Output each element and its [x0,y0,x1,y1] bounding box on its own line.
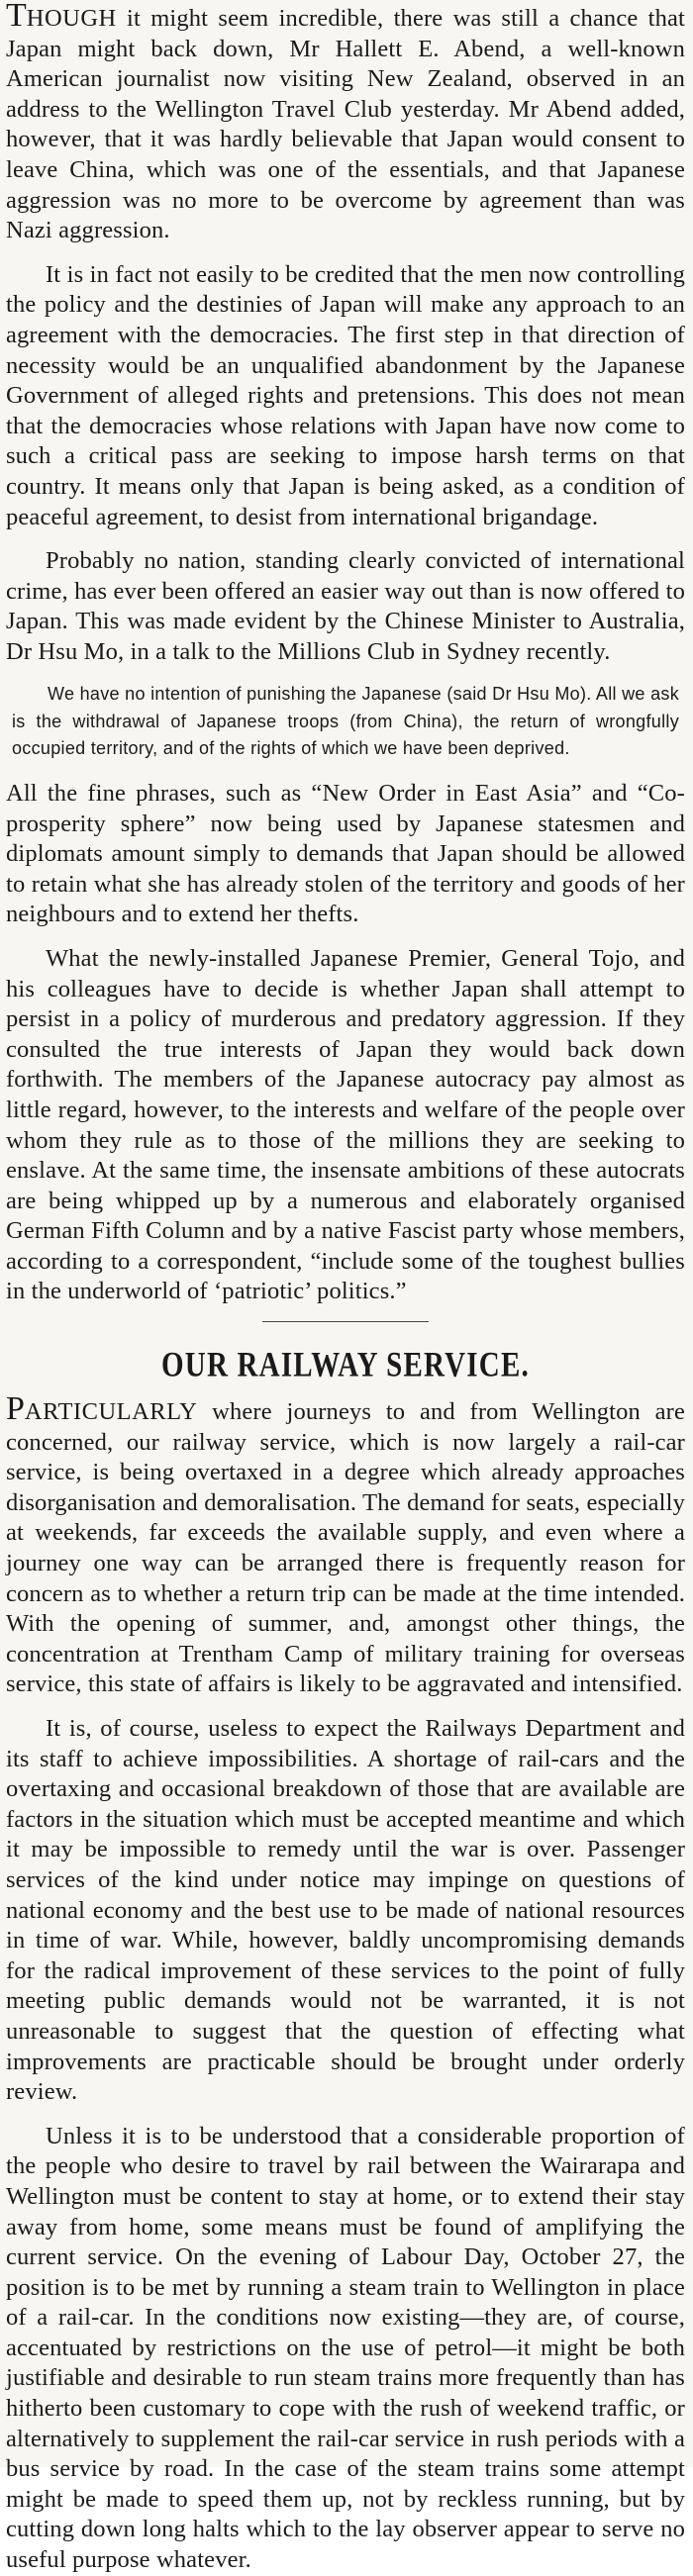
article-japan-paragraph-4: All the fine phrases, such as “New Order in East Asia” and “Co-prosperity sphere” now being used by Japanese statesmen and diplomats amount simply to demands that Japan should be allowed to retain what she has already stolen of the territory and goods of her neighbours and to extend her thefts. [6,779,685,928]
article-japan-paragraph-2: It is in fact not easily to be credited that the men now controlling the policy and the destinies of Japan will make any approach to an agreement with the democracies. The first step in that direction of necessity would be an unqualified abandonment by the Japanese Government of alleged rights and pretensions. This does not mean that the democracies whose relations with Japan have now come to such a critical pass are seeking to impose harsh terms on that country. It means only that Japan is being asked, as a condition of peaceful agreement, to desist from international brigandage. [6,260,685,530]
drop-cap: P [6,1390,25,1428]
section-divider [262,1321,429,1322]
article-railway-paragraph-3: Unless it is to be understood that a considerable proportion of the people who desire to travel by rail between the Wairarapa and Wellington must be content to stay at home, or to extend their stay away from home, some means must be found of amplifying the current service. On the evening of Labour Day, October 27, the position is to be met by running a steam train to Wellington in place of a rail-car. In the conditions now existing—they are, of course, accentuated by restrictions on the use of petrol—it might be both justifiable and desirable to run steam trains more frequently than has hitherto been customary to cope with the rush of weekend traffic, or alternatively to supplement the rail-car service in rush periods with a bus service by road. In the case of the steam trains some attempt might be made to speed them up, not by reckless running, but by cutting down long halts which to the lay observer appear to serve no useful purpose whatever. [6,2122,685,2574]
article-japan-paragraph-3: Probably no nation, standing clearly convicted of international crime, has ever been offered an easier way out than is now offered to Japan. This was made evident by the Chinese Minister to Australia, Dr Hsu Mo, in a talk to the Millions Club in Sydney recently. [6,547,685,665]
block-quote: We have no intention of punishing the Japanese (said Dr Hsu Mo). All we ask is the withdrawal of Japanese troops (from China), the return of wrongfully occupied territory, and of the rights of which we have been deprived. [12,684,679,759]
lead-text: where journeys to and from Wellington are concerned, our railway service, which is now largely a rail-car service, is being overtaxed in a degree which already approaches disorganisation and demoralisation. The demand for seats, especially at weekends, far exceeds the available supply, and even where a journey one way can be arranged there is frequently reason for concern as to whether a return trip can be made at the time intended. With the opening of summer, and, amongst other things, the concentration at Trentham Camp of military training for overseas service, this state of affairs is likely to be aggravated and intensified. [6,1398,685,1698]
article-japan-paragraph-5: What the newly-installed Japanese Premier, General Tojo, and his colleagues have to decide is whether Japan shall attempt to persist in a policy of murderous and predatory aggression. If they consulted the true interests of Japan they would back down forthwith. The members of the Japanese autocracy pay almost as little regard, however, to the interests and welfare of the people over whom they rule as to those of the millions they are seeking to enslave. At the same time, the insensate ambitions of these autocrats are being whipped up by a numerous and elaborately organised German Fifth Column and by a native Fascist party whose members, according to a correspondent, “include some of the toughest bullies in the underworld of ‘patriotic’ politics.” [6,944,685,1305]
article-japan [6,0,685,1307]
article-heading: OUR RAILWAY SERVICE. [161,1345,530,1385]
article-railway-lead-paragraph [6,1390,685,1700]
article-railway [6,1345,685,2576]
lead-smallcaps: HOUGH [26,5,117,32]
lead-text: it might seem incredible, there was still a chance that Japan might back down, Mr Hallett E. Abend, a well-known American journalist now visiting New Zealand, observed in an address to the Wellington Travel Club yesterday. Mr Abend added, however, that it was hardly believable that Japan would consent to leave China, which was one of the essentials, and that Japanese aggression was no more to be overcome by agreement than was Nazi aggression. [6,5,685,244]
drop-cap: T [6,0,27,34]
article-japan-lead-paragraph [6,0,685,246]
lead-smallcaps: ARTICULARLY [24,1398,198,1426]
article-railway-paragraph-2: It is, of course, useless to expect the Railways Department and its staff to achieve impossibilities. A shortage of rail-cars and the overtaxing and occasional breakdown of those that are available are factors in the situation which must be accepted meantime and which it may be impossible to remedy until the war is over. Passenger services of the kind under notice may impinge on questions of national economy and the best use to be made of national resources in time of war. While, however, baldly uncompromising demands for the radical improvement of these services to the point of fully meeting public demands would not be warranted, it is not unreasonable to suggest that the question of effecting what improvements are practicable should be brought under orderly review. [6,1715,685,2106]
